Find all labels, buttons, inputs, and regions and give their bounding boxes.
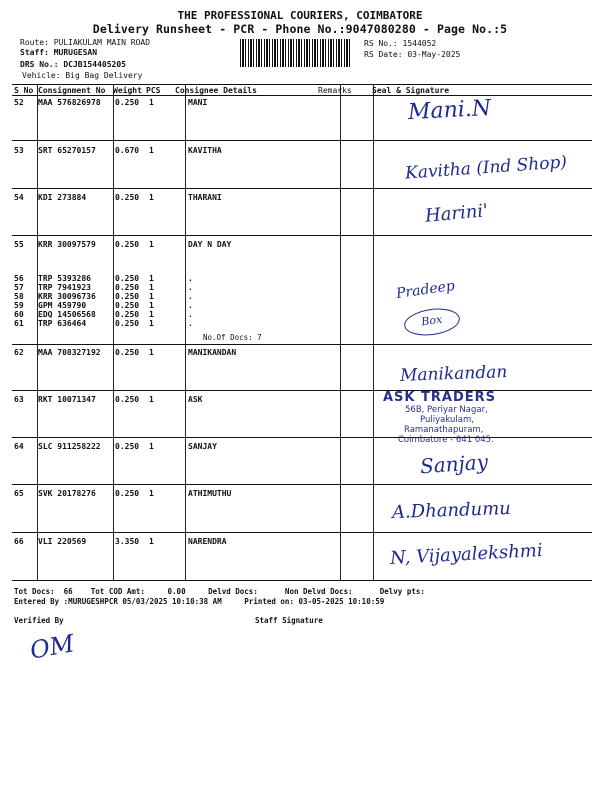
rs-number: RS No.: 1544052	[364, 39, 437, 48]
row-consignment: TRP 636464	[38, 319, 87, 328]
row-consignment: SVK 20178276	[38, 489, 96, 498]
row-pcs: 1	[149, 292, 154, 301]
row-consignee: DAY N DAY	[188, 240, 232, 249]
row-sno: 57	[14, 283, 24, 292]
row-sno: 56	[14, 274, 24, 283]
row-weight: 0.250	[115, 310, 140, 319]
row-pcs: 1	[149, 442, 154, 451]
table-bottom-border	[12, 580, 592, 581]
row-consignment: TRP 7941923	[38, 283, 91, 292]
row-weight: 0.250	[115, 395, 140, 404]
row-consignee: .	[188, 283, 193, 292]
row-weight: 0.250	[115, 301, 140, 310]
row-pcs: 1	[149, 283, 154, 292]
row-consignment: TRP 5393286	[38, 274, 91, 283]
row-consignment: SLC 911258222	[38, 442, 101, 451]
row-sno: 66	[14, 537, 24, 546]
no-of-docs: No.Of Docs: 7	[203, 333, 262, 342]
row-sno: 60	[14, 310, 24, 319]
row-pcs: 1	[149, 319, 154, 328]
row-sno: 65	[14, 489, 24, 498]
row-separator	[12, 344, 592, 345]
row-sno: 52	[14, 98, 24, 107]
col-divider	[185, 84, 186, 581]
signature-kavitha: Kavitha (Ind Shop)	[404, 152, 568, 184]
row-pcs: 1	[149, 274, 154, 283]
row-separator	[12, 140, 592, 141]
row-consignment: VLI 220569	[38, 537, 87, 546]
row-weight: 0.250	[115, 489, 140, 498]
col-divider	[373, 84, 374, 581]
col-header-consignment: Consignment No	[38, 86, 106, 95]
row-pcs: 1	[149, 537, 154, 546]
row-sno: 59	[14, 301, 24, 310]
row-pcs: 1	[149, 348, 154, 357]
row-consignee: NARENDRA	[188, 537, 227, 546]
row-consignee: ATHIMUTHU	[188, 489, 232, 498]
drs-number: DRS No.: DCJB154405205	[20, 60, 126, 69]
row-consignment: RKT 10071347	[38, 395, 96, 404]
stamp-address: 56B, Periyar Nagar,	[405, 405, 488, 415]
row-sno: 62	[14, 348, 24, 357]
row-separator	[12, 235, 592, 236]
row-sno: 53	[14, 146, 24, 155]
vehicle-label: Vehicle: Big Bag Delivery	[22, 71, 143, 80]
row-consignment: SRT 65270157	[38, 146, 96, 155]
rs-date: RS Date: 03-May-2025	[364, 50, 461, 59]
row-pcs: 1	[149, 301, 154, 310]
row-separator	[12, 188, 592, 189]
box-note: Box	[402, 305, 461, 339]
col-divider	[340, 84, 341, 581]
row-weight: 0.250	[115, 283, 140, 292]
barcode	[240, 39, 350, 67]
row-pcs: 1	[149, 240, 154, 249]
row-weight: 0.250	[115, 348, 140, 357]
row-weight: 0.250	[115, 193, 140, 202]
table-top-border	[12, 84, 592, 85]
col-divider	[37, 84, 38, 581]
row-consignment: KRR 30096736	[38, 292, 96, 301]
row-consignment: EDQ 14506568	[38, 310, 96, 319]
row-consignee: .	[188, 301, 193, 310]
row-consignee: THARANI	[188, 193, 222, 202]
signature-manikandan: Manikandan	[399, 362, 508, 386]
row-consignment: MAA 576826978	[38, 98, 101, 107]
row-sno: 58	[14, 292, 24, 301]
signature-mani: Mani.N	[407, 95, 492, 126]
row-sno: 55	[14, 240, 24, 249]
row-consignee: KAVITHA	[188, 146, 222, 155]
row-weight: 0.250	[115, 292, 140, 301]
signature-athimuthu: A.Dhandumu	[391, 497, 512, 524]
row-consignment: MAA 708327192	[38, 348, 101, 357]
totals-line: Tot Docs: 66 Tot COD Amt: 0.00 Delvd Docs: Non Delvd Docs: Delvy pts:	[14, 587, 425, 596]
row-weight: 0.250	[115, 274, 140, 283]
row-consignee: ASK	[188, 395, 203, 404]
runsheet-subtitle: Delivery Runsheet - PCR - Phone No.:9047080280 - Page No.:5	[92, 22, 508, 36]
col-header-consignee: Consignee Details	[175, 86, 257, 95]
verified-signature: OM	[27, 629, 77, 665]
row-consignee: .	[188, 310, 193, 319]
row-pcs: 1	[149, 395, 154, 404]
signature-narendra: N, Vijayalekshmi	[389, 540, 544, 569]
row-sno: 61	[14, 319, 24, 328]
route-label: Route: PULIAKULAM MAIN ROAD	[20, 38, 151, 47]
stamp-address: Ramanathapuram,	[404, 425, 484, 435]
row-sno: 63	[14, 395, 24, 404]
row-consignee: .	[188, 292, 193, 301]
row-weight: 3.350	[115, 537, 140, 546]
signature-day-n-day: Pradeep	[395, 277, 456, 303]
col-header-seal: Seal & Signature	[372, 86, 450, 95]
row-consignee: .	[188, 319, 193, 328]
staff-signature-label: Staff Signature	[255, 616, 323, 625]
stamp-address: Coimbatore - 641 045.	[398, 435, 494, 445]
row-consignee: SANJAY	[188, 442, 217, 451]
col-header-weight: Weight	[113, 86, 142, 95]
row-consignee: MANI	[188, 98, 208, 107]
row-pcs: 1	[149, 193, 154, 202]
row-consignment: KRR 30097579	[38, 240, 96, 249]
row-pcs: 1	[149, 489, 154, 498]
row-weight: 0.250	[115, 98, 140, 107]
row-sno: 64	[14, 442, 24, 451]
row-pcs: 1	[149, 310, 154, 319]
stamp-name: ASK TRADERS	[383, 390, 497, 405]
col-header-pcs: PCS	[146, 86, 161, 95]
verified-by-label: Verified By	[14, 616, 64, 625]
entered-by: Entered By :MURUGESHPCR 05/03/2025 10:10:38 AM Printed on: 03-05-2025 10:10:59	[14, 597, 385, 606]
staff-label: Staff: MURUGESAN	[20, 48, 98, 57]
col-header-remarks: Remarks	[318, 86, 352, 95]
row-sno: 54	[14, 193, 24, 202]
row-pcs: 1	[149, 98, 154, 107]
stamp-address: Puliyakulam,	[420, 415, 474, 425]
col-divider	[113, 84, 114, 581]
company-title: THE PROFESSIONAL COURIERS, COIMBATORE	[177, 9, 423, 22]
row-pcs: 1	[149, 146, 154, 155]
row-consignment: KDI 273884	[38, 193, 87, 202]
row-weight: 0.250	[115, 319, 140, 328]
row-consignment: GPM 459790	[38, 301, 87, 310]
row-separator	[12, 532, 592, 533]
row-weight: 0.670	[115, 146, 140, 155]
col-header-sno: S No	[14, 86, 34, 95]
row-weight: 0.250	[115, 240, 140, 249]
signature-sanjay: Sanjay	[419, 449, 489, 479]
row-consignee: .	[188, 274, 193, 283]
signature-tharani: Harini'	[424, 200, 489, 227]
row-consignee: MANIKANDAN	[188, 348, 237, 357]
row-separator	[12, 484, 592, 485]
row-separator	[12, 390, 592, 391]
row-weight: 0.250	[115, 442, 140, 451]
row-separator	[12, 437, 592, 438]
